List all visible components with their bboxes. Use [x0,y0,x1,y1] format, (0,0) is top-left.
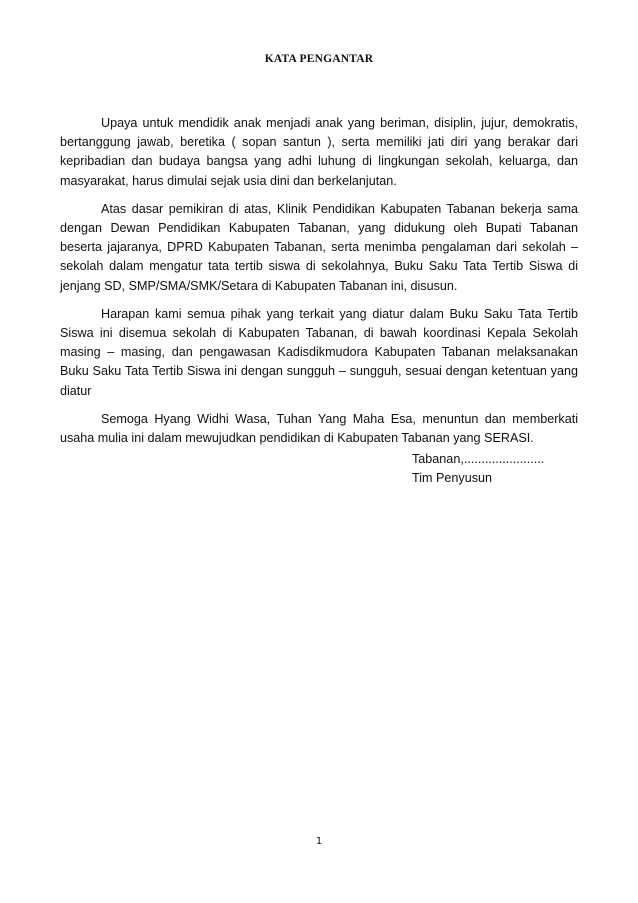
signature-place-date: Tabanan,....................... [412,452,545,466]
body-text [60,114,578,457]
signature-author: Tim Penyusun [412,471,493,486]
page-number: 1 [315,836,323,847]
paragraph-4: Semoga Hyang Widhi Wasa, Tuhan Yang Maha Esa, menuntun dan memberkati usaha mulia ini dalam mewujudkan pendidikan di Kabupaten Tabanan yang SERASI. [60,411,578,446]
page-title: KATA PENGANTAR [264,53,374,65]
signature-block [412,450,544,488]
paragraph-3: Harapan kami semua pihak yang terkait yang diatur dalam Buku Saku Tata Tertib Siswa ini disemua sekolah di Kabupaten Tabanan, di bawah koordinasi Kepala Sekolah masing – masing, dan pengawasan Kadisdikmudora Kabupaten Tabanan melaksanakan Buku Saku Tata Tertib Siswa ini dengan sungguh – sungguh, sesuai dengan ketentuan yang diatur [60,306,578,398]
paragraph-2: Atas dasar pemikiran di atas, Klinik Pendidikan Kabupaten Tabanan bekerja sama dengan Dewan Pendidikan Kabupaten Tabanan, yang didukung oleh Bupati Tabanan beserta jajaranya, DPRD Kabupaten Tabanan, serta menimba pengalaman dari sekolah – sekolah dalam mengatur tata tertib siswa di sekolahnya, Buku Saku Tata Tertib Siswa di jenjang SD, SMP/SMA/SMK/Setara di Kabupaten Tabanan ini, disusun. [60,201,578,293]
paragraph-1: Upaya untuk mendidik anak menjadi anak yang beriman, disiplin, jujur, demokratis, bertanggung jawab, beretika ( sopan santun ), serta memiliki jati diri yang berakar dari kepribadian dan budaya bangsa yang adhi luhung di lingkungan sekolah, keluarga, dan masyarakat, harus dimulai sejak usia dini dan berkelanjutan. [60,116,578,188]
